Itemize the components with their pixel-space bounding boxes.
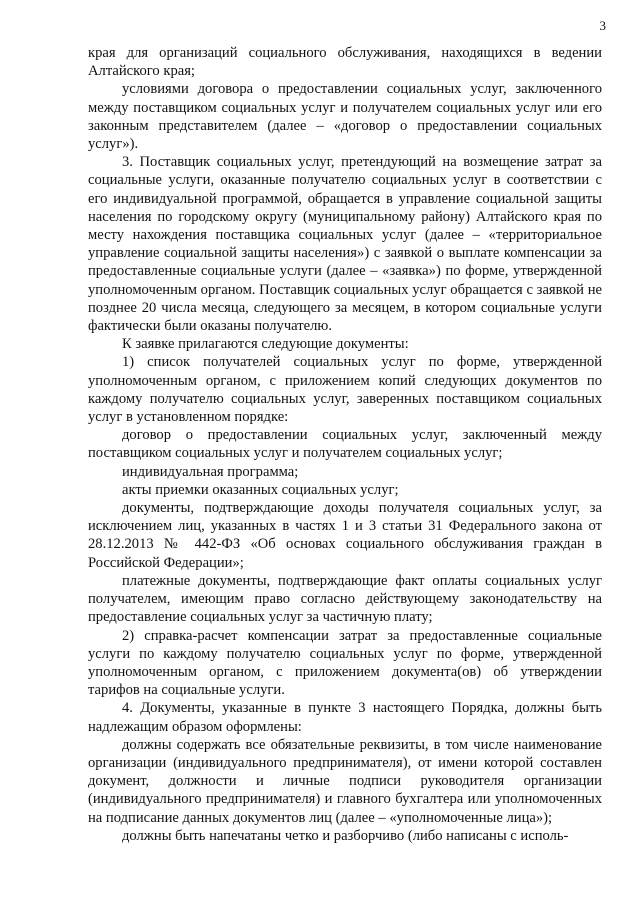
paragraph: должны быть напечатаны четко и разборчиво (либо написаны с исполь-	[122, 827, 569, 844]
paragraph: 1) список получателей социальных услуг по форме, утвержденной уполномоченным органом, с приложением копий следующих документов по каждому получателю социальных услуг, заверенных поставщиком социальных услуг в установленном порядке:	[88, 354, 602, 426]
document-body	[88, 44, 602, 845]
paragraph: договор о предоставлении социальных услуг, заключенный между поставщиком социальных услуг и получателем социальных услуг;	[88, 427, 602, 462]
paragraph: платежные документы, подтверждающие факт оплаты социальных услуг получателем, имеющим право согласно действующему законодательству на предоставление социальных услуг за частичную плату;	[88, 572, 602, 626]
paragraph: 4. Документы, указанные в пункте 3 настоящего Порядка, должны быть надлежащим образом оформлены:	[88, 700, 602, 735]
paragraph: К заявке прилагаются следующие документы:	[122, 336, 409, 353]
paragraph: 2) справка-расчет компенсации затрат за предоставленные социальные услуги по каждому получателю социальных услуг по форме, утвержденной уполномоченным органом, с приложением документа(ов) об утверждении тарифов на социальные услуги.	[88, 627, 602, 699]
paragraph: акты приемки оказанных социальных услуг;	[122, 481, 399, 498]
page-number: 3	[599, 18, 606, 33]
paragraph: документы, подтверждающие доходы получателя социальных услуг, за исключением лиц, указанных в частях 1 и 3 статьи 31 Федерального закона от 28.12.2013 № 442-ФЗ «Об основах социального обслуживания граждан в Российской Федерации»;	[88, 500, 602, 571]
paragraph: индивидуальная программа;	[122, 463, 299, 480]
paragraph: края для организаций социального обслуживания, находящихся в ведении Алтайского края;	[88, 45, 602, 80]
paragraph: условиями договора о предоставлении социальных услуг, заключенного между поставщиком социальных услуг и получателем социальных услуг или его законным представителем (далее – «договор о предоставлении социальных услуг»).	[88, 81, 602, 153]
paragraph: должны содержать все обязательные реквизиты, в том числе наименование организации (индивидуального предпринимателя), от имени которой составлен документ, должности и личные подписи руководителя организации (индивидуального предпринимателя) и главного бухгалтера или уполномоченных на подписание данных документов лиц (далее – «уполномоченные лица»);	[88, 736, 602, 826]
paragraph: 3. Поставщик социальных услуг, претендующий на возмещение затрат за социальные услуги, оказанные получателю социальных услуг в соответствии с его индивидуальной программой, обращается в управление социальной защиты населения по городскому округу (муниципальному району) Алтайского края по месту нахождения поставщика социальных услуг (далее – «территориальное управление социальной защиты населения») с заявкой о выплате компенсации за предоставленные социальные услуги (далее – «заявка») по форме, утвержденной уполномоченным органом. Поставщик социальных услуг обращается с заявкой не позднее 20 числа месяца, следующего за месяцем, в котором социальные услуги фактически были оказаны получателю.	[88, 154, 602, 335]
